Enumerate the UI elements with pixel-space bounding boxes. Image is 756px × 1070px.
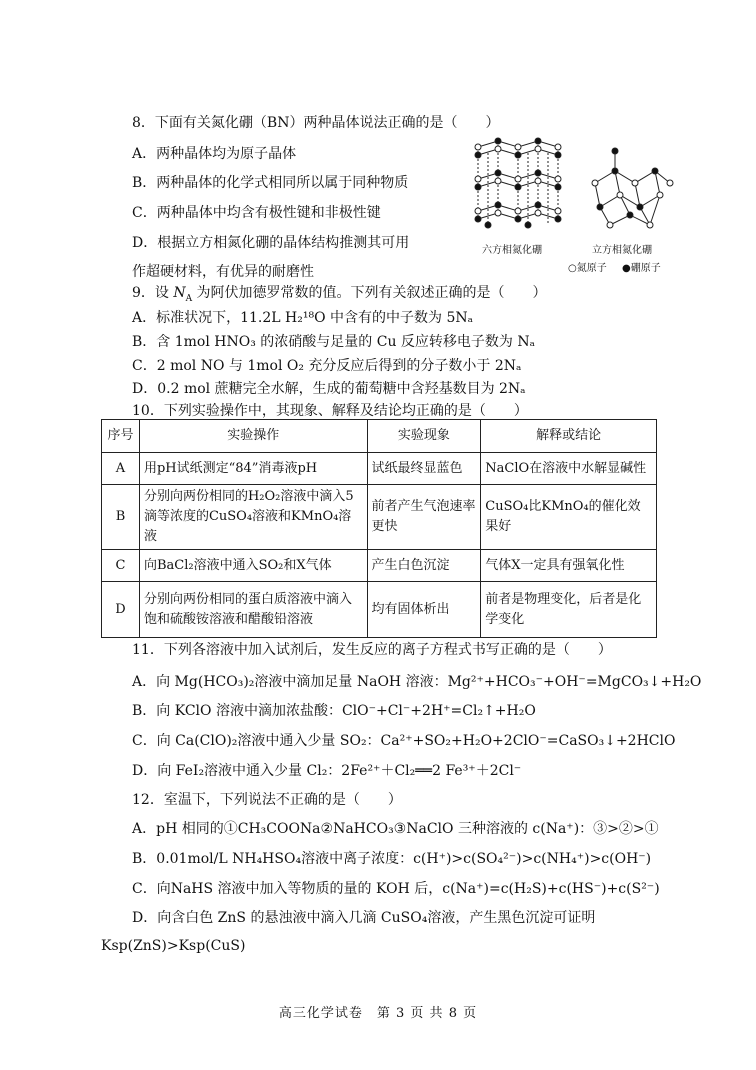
q8-option-d-line1: D．根据立方相氮化硼的晶体结构推测其可用	[132, 235, 410, 251]
q12-option-c: C．向NaHS 溶液中加入等物质的量的 KOH 后，c(Na⁺)=c(H₂S)+c(HS⁻)+c(S²⁻)	[132, 881, 660, 897]
q12-option-d-line2: Ksp(ZnS)>Ksp(CuS)	[101, 938, 246, 954]
q9-stem	[132, 283, 547, 303]
table-row	[102, 485, 657, 550]
q9-stem-pre: 9．设	[132, 285, 174, 301]
row-phenomenon: 前者产生气泡速率更快	[367, 485, 481, 550]
row-phenomenon: 均有固体析出	[367, 582, 481, 638]
bn-crystal-figures	[470, 133, 675, 275]
header-operation: 实验操作	[139, 420, 367, 453]
legend-boron: ●硼原子	[622, 263, 661, 274]
header-index: 序号	[102, 420, 140, 453]
q9-option-d: D．0.2 mol 蔗糖完全水解，生成的葡萄糖中含羟基数目为 2Nₐ	[132, 381, 526, 397]
cubic-bn-caption: 立方相氮化硼	[592, 245, 652, 256]
q9-na-symbol: N	[173, 285, 186, 301]
cubic-bn-structure	[592, 148, 673, 228]
row-conclusion: 气体X一定具有强氧化性	[481, 550, 657, 582]
row-operation: 向BaCl₂溶液中通入SO₂和X气体	[139, 550, 367, 582]
q9-option-a: A．标准状况下，11.2L H₂¹⁸O 中含有的中子数为 5Nₐ	[132, 310, 474, 326]
q10-experiment-table	[101, 419, 657, 638]
q9-stem-post: 为阿伏加德罗常数的值。下列有关叙述正确的是（ ）	[192, 285, 547, 301]
q12-option-d-line1: D．向含白色 ZnS 的悬浊液中滴入几滴 CuSO₄溶液，产生黑色沉淀可证明	[132, 910, 596, 926]
q8-option-a: A．两种晶体均为原子晶体	[132, 146, 297, 162]
row-id: D	[102, 582, 140, 638]
row-operation: 用pH试纸测定“84”消毒液pH	[139, 453, 367, 485]
q8-option-d-line2: 作超硬材料，有优异的耐磨性	[132, 264, 314, 280]
row-id: C	[102, 550, 140, 582]
header-phenomenon: 实验现象	[367, 420, 481, 453]
table-row	[102, 550, 657, 582]
row-phenomenon: 产生白色沉淀	[367, 550, 481, 582]
row-conclusion: NaClO在溶液中水解显碱性	[481, 453, 657, 485]
header-conclusion: 解释或结论	[481, 420, 657, 453]
q8-option-b: B．两种晶体的化学式相同所以属于同种物质	[132, 175, 409, 191]
row-conclusion: 前者是物理变化，后者是化学变化	[481, 582, 657, 638]
row-operation: 分别向两份相同的H₂O₂溶液中滴入5滴等浓度的CuSO₄溶液和KMnO₄溶液	[139, 485, 367, 550]
q11-stem: 11．下列各溶液中加入试剂后，发生反应的离子方程式书写正确的是（ ）	[132, 642, 612, 658]
q9-na-subscript: A	[185, 293, 193, 304]
q9-option-b: B．含 1mol HNO₃ 的浓硝酸与足量的 Cu 反应转移电子数为 Nₐ	[132, 334, 536, 350]
q11-option-d: D．向 FeI₂溶液中通入少量 Cl₂：2Fe²⁺＋Cl₂══2 Fe³⁺＋2Cl⁻	[132, 763, 522, 779]
q8-option-c: C．两种晶体中均含有极性键和非极性键	[132, 205, 381, 221]
q8-stem: 8．下面有关氮化硼（BN）两种晶体说法正确的是（ ）	[132, 115, 500, 131]
table-header-row	[102, 420, 657, 453]
row-id: B	[102, 485, 140, 550]
q10-stem: 10．下列实验操作中，其现象、解释及结论均正确的是（ ）	[132, 403, 528, 419]
row-phenomenon: 试纸最终显蓝色	[367, 453, 481, 485]
page-footer: 高三化学试卷 第 3 页 共 8 页	[278, 1006, 478, 1021]
q11-option-c: C．向 Ca(ClO)₂溶液中通入少量 SO₂：Ca²⁺+SO₂+H₂O+2ClO⁻=CaSO₃↓+2HClO	[132, 733, 676, 749]
row-id: A	[102, 453, 140, 485]
q12-option-a: A．pH 相同的①CH₃COONa②NaHCO₃③NaClO 三种溶液的 c(Na⁺)：③>②>①	[132, 821, 659, 837]
legend-nitrogen: ○氮原子	[568, 263, 607, 274]
row-operation: 分别向两份相同的蛋白质溶液中滴入饱和硫酸铵溶液和醋酸铅溶液	[139, 582, 367, 638]
row-conclusion: CuSO₄比KMnO₄的催化效果好	[481, 485, 657, 550]
hexagonal-bn-caption: 六方相氮化硼	[482, 245, 542, 256]
q11-option-a: A．向 Mg(HCO₃)₂溶液中滴加足量 NaOH 溶液：Mg²⁺+HCO₃⁻+OH⁻=MgCO₃↓+H₂O	[132, 674, 702, 690]
q12-option-b: B．0.01mol/L NH₄HSO₄溶液中离子浓度：c(H⁺)>c(SO₄²⁻)>c(NH₄⁺)>c(OH⁻)	[132, 851, 652, 867]
table-row	[102, 453, 657, 485]
q12-stem: 12．室温下，下列说法不正确的是（ ）	[132, 792, 402, 808]
q9-option-c: C．2 mol NO 与 1mol O₂ 充分反应后得到的分子数小于 2Nₐ	[132, 358, 522, 374]
table-row	[102, 582, 657, 638]
hexagonal-bn-structure	[475, 138, 561, 228]
q11-option-b: B．向 KClO 溶液中滴加浓盐酸：ClO⁻+Cl⁻+2H⁺=Cl₂↑+H₂O	[132, 703, 536, 719]
